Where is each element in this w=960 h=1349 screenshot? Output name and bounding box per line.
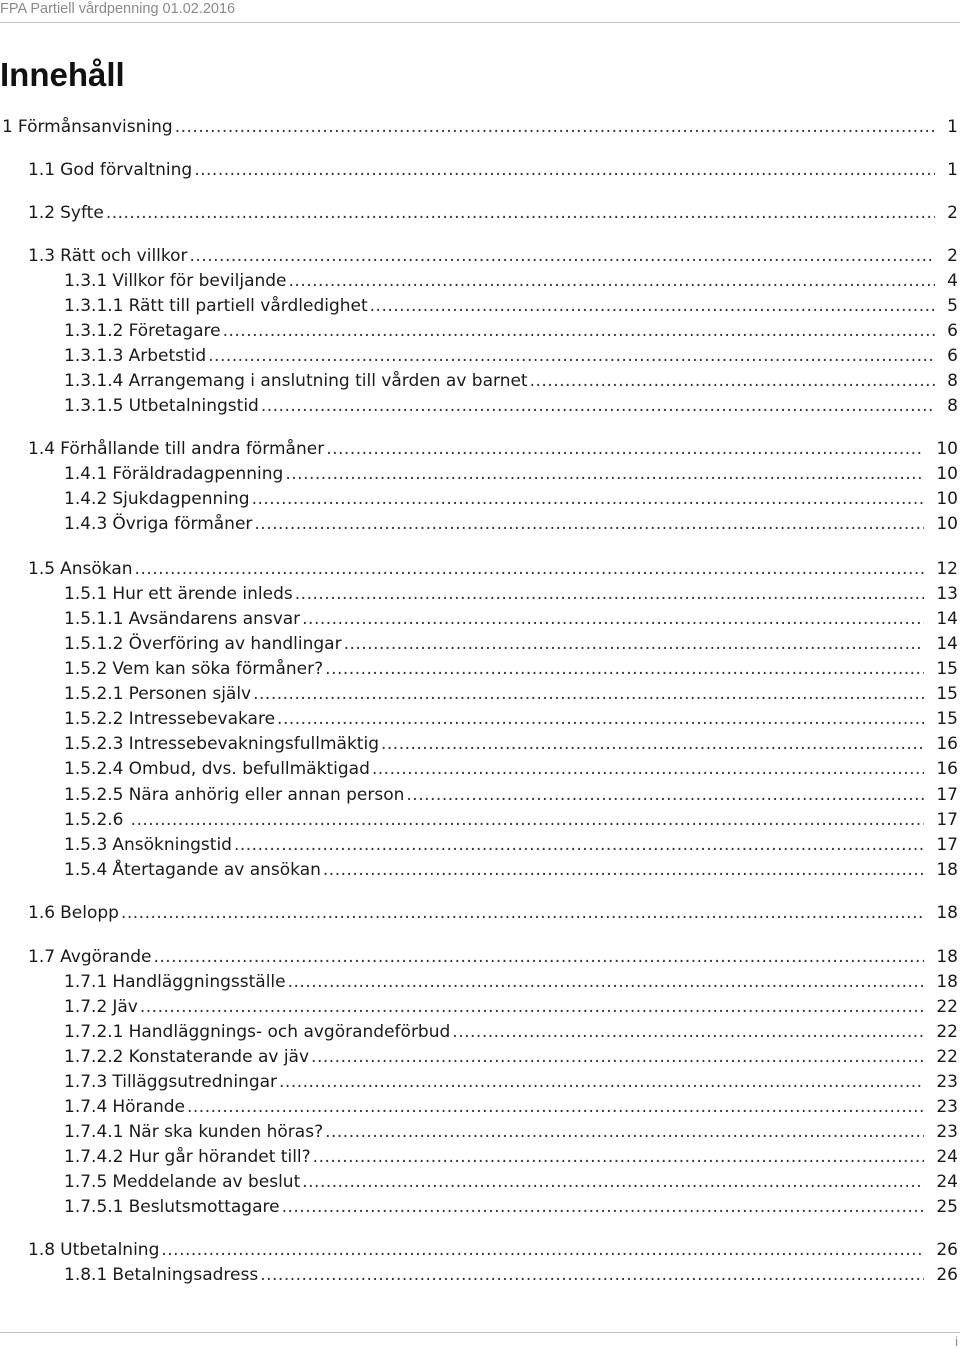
toc-entry-title: Överföring av handlingar [128, 634, 342, 654]
toc-dot-leader [302, 1170, 924, 1194]
toc-dot-leader [260, 1263, 924, 1287]
footer-divider [0, 1332, 960, 1333]
toc-entry-number: 1.1 [28, 160, 56, 180]
toc-entry[interactable] [64, 783, 958, 807]
toc-dot-leader [313, 1145, 925, 1169]
toc-entry[interactable] [64, 512, 958, 536]
toc-entry-number: 1.7 [28, 947, 56, 967]
toc-entry-page-number: 8 [947, 396, 958, 416]
toc-dot-leader [295, 582, 925, 606]
toc-entry-page-number: 15 [936, 684, 958, 704]
footer-page-number: i [955, 1334, 958, 1349]
toc-dot-leader [261, 394, 935, 418]
toc-dot-leader [121, 901, 924, 925]
toc-entry[interactable] [64, 1263, 958, 1287]
toc-dot-leader [372, 757, 924, 781]
toc-entry-number: 1.4.2 [64, 489, 108, 509]
toc-entry[interactable] [64, 1070, 958, 1094]
toc-dot-leader [370, 294, 936, 318]
toc-entry-title: Föräldradagpenning [112, 464, 284, 484]
toc-entry-number: 1.7.4.1 [64, 1122, 124, 1142]
toc-entry-number: 1.5.2.2 [64, 709, 124, 729]
toc-dot-leader [326, 437, 924, 461]
toc-entry-page-number: 18 [936, 860, 958, 880]
toc-entry-page-number: 24 [936, 1147, 958, 1167]
toc-dot-leader [131, 808, 925, 832]
toc-entry-title: Tilläggsutredningar [112, 1072, 278, 1092]
toc-entry[interactable] [2, 115, 958, 139]
toc-entry-number: 1.8.1 [64, 1265, 108, 1285]
toc-entry-page-number: 6 [947, 321, 958, 341]
toc-entry[interactable] [64, 970, 958, 994]
toc-dot-leader [161, 1238, 924, 1262]
toc-entry-title: Övriga förmåner [112, 514, 253, 534]
toc-dot-leader [285, 462, 924, 486]
toc-entry-title: God förvaltning [60, 160, 193, 180]
toc-dot-leader [289, 269, 936, 293]
toc-dot-leader [190, 244, 936, 268]
toc-entry-number: 1.7.2 [64, 997, 108, 1017]
toc-entry-title: Beslutsmottagare [128, 1197, 280, 1217]
toc-entry[interactable] [64, 1095, 958, 1119]
toc-entry-page-number: 10 [936, 464, 958, 484]
toc-entry-title: Utbetalningstid [128, 396, 259, 416]
toc-entry[interactable] [64, 1045, 958, 1069]
toc-dot-leader [208, 344, 935, 368]
toc-entry-title: Nära anhörig eller annan person [128, 785, 405, 805]
toc-entry-number: 1.7.3 [64, 1072, 108, 1092]
toc-entry[interactable] [64, 1145, 958, 1169]
toc-entry-number: 1.3.1.2 [64, 321, 124, 341]
toc-entry-page-number: 23 [936, 1097, 958, 1117]
toc-entry[interactable] [64, 732, 958, 756]
toc-entry-page-number: 26 [936, 1265, 958, 1285]
toc-entry-page-number: 14 [936, 609, 958, 629]
toc-dot-leader [223, 319, 936, 343]
toc-entry[interactable] [28, 557, 958, 581]
toc-entry-number: 1.7.5.1 [64, 1197, 124, 1217]
toc-entry-number: 1.4.1 [64, 464, 108, 484]
toc-entry[interactable] [64, 632, 958, 656]
toc-entry-title: Betalningsadress [112, 1265, 259, 1285]
toc-entry[interactable] [64, 808, 958, 832]
toc-dot-leader [234, 833, 924, 857]
toc-entry-page-number: 5 [947, 296, 958, 316]
toc-entry-title: Arbetstid [128, 346, 207, 366]
toc-entry-page-number: 23 [936, 1072, 958, 1092]
toc-entry-title: Ombud, dvs. befullmäktigad [128, 759, 370, 779]
toc-entry-page-number: 14 [936, 634, 958, 654]
toc-entry[interactable] [64, 1195, 958, 1219]
toc-entry-title: Hur ett ärende inleds [112, 584, 293, 604]
toc-entry-number: 1.5.2.3 [64, 734, 124, 754]
toc-entry-number: 1.5 [28, 559, 56, 579]
toc-dot-leader [279, 1070, 924, 1094]
toc-entry-title: Sjukdagpenning [112, 489, 250, 509]
toc-entry-number: 1 [2, 117, 13, 137]
toc-dot-leader [254, 512, 924, 536]
toc-entry-page-number: 6 [947, 346, 958, 366]
toc-entry[interactable] [64, 269, 958, 293]
toc-entry-number: 1.7.4.2 [64, 1147, 124, 1167]
toc-entry-number: 1.5.2.5 [64, 785, 124, 805]
toc-entry-page-number: 2 [947, 246, 958, 266]
toc-dot-leader [325, 1120, 924, 1144]
toc-dot-leader [140, 995, 925, 1019]
toc-entry[interactable] [64, 757, 958, 781]
toc-dot-leader [406, 783, 924, 807]
toc-entry[interactable] [64, 607, 958, 631]
toc-entry-title: När ska kunden höras? [128, 1122, 324, 1142]
toc-entry-number: 1.5.3 [64, 835, 108, 855]
toc-entry[interactable] [64, 582, 958, 606]
toc-entry[interactable] [64, 1170, 958, 1194]
toc-entry[interactable] [64, 858, 958, 882]
toc-entry[interactable] [64, 833, 958, 857]
toc-dot-leader [452, 1020, 924, 1044]
toc-dot-leader [135, 557, 925, 581]
toc-entry-page-number: 17 [936, 835, 958, 855]
toc-entry[interactable] [28, 158, 958, 182]
toc-dot-leader [277, 707, 924, 731]
toc-entry-title: Handläggningsställe [112, 972, 286, 992]
toc-dot-leader [381, 732, 924, 756]
toc-dot-leader [252, 487, 925, 511]
toc-entry-number: 1.3.1.3 [64, 346, 124, 366]
toc-entry-title: Personen själv [128, 684, 252, 704]
toc-entry[interactable] [64, 344, 958, 368]
toc-entry[interactable] [28, 201, 958, 225]
toc-entry-title: Utbetalning [60, 1240, 160, 1260]
toc-entry[interactable] [64, 707, 958, 731]
toc-entry[interactable] [28, 437, 958, 461]
toc-entry[interactable] [28, 901, 958, 925]
toc-entry-number: 1.5.2.6 [64, 810, 124, 830]
toc-entry-title: Konstaterande av jäv [128, 1047, 310, 1067]
toc-entry-title: Förhållande till andra förmåner [60, 439, 325, 459]
toc-entry-number: 1.4 [28, 439, 56, 459]
toc-entry-number: 1.3.1.1 [64, 296, 124, 316]
toc-entry-title: Hörande [112, 1097, 185, 1117]
toc-entry[interactable] [28, 945, 958, 969]
toc-dot-leader [194, 158, 935, 182]
toc-entry-title: Villkor för beviljande [112, 271, 287, 291]
toc-dot-leader [325, 657, 924, 681]
toc-entry-page-number: 22 [936, 1022, 958, 1042]
toc-entry-page-number: 15 [936, 709, 958, 729]
toc-entry[interactable] [64, 319, 958, 343]
toc-entry-title: Intressebevakningsfullmäktig [128, 734, 379, 754]
toc-dot-leader [288, 970, 925, 994]
toc-entry-number: 1.6 [28, 903, 56, 923]
toc-entry-title: Avsändarens ansvar [128, 609, 301, 629]
toc-entry-page-number: 25 [936, 1197, 958, 1217]
header-divider [0, 22, 960, 23]
toc-entry-page-number: 1 [947, 117, 958, 137]
toc-entry-number: 1.4.3 [64, 514, 108, 534]
toc-entry[interactable] [64, 369, 958, 393]
toc-entry-number: 1.8 [28, 1240, 56, 1260]
toc-dot-leader [187, 1095, 924, 1119]
toc-entry-page-number: 22 [936, 997, 958, 1017]
toc-entry-title: Avgörande [60, 947, 152, 967]
toc-entry-number: 1.2 [28, 203, 56, 223]
toc-entry-title: Meddelande av beslut [112, 1172, 301, 1192]
toc-dot-leader [106, 201, 935, 225]
toc-entry[interactable] [64, 657, 958, 681]
toc-entry-page-number: 18 [936, 947, 958, 967]
toc-entry-number: 1.5.1 [64, 584, 108, 604]
page-title: Innehåll [0, 56, 125, 93]
toc-entry[interactable] [64, 294, 958, 318]
toc-entry-page-number: 2 [947, 203, 958, 223]
toc-dot-leader [175, 115, 935, 139]
toc-entry-page-number: 16 [936, 759, 958, 779]
toc-entry-page-number: 18 [936, 903, 958, 923]
toc-dot-leader [302, 607, 924, 631]
toc-entry[interactable] [64, 682, 958, 706]
toc-entry-page-number: 22 [936, 1047, 958, 1067]
toc-entry[interactable] [28, 244, 958, 268]
toc-entry-page-number: 18 [936, 972, 958, 992]
toc-entry[interactable] [64, 995, 958, 1019]
toc-entry-title: Belopp [60, 903, 119, 923]
toc-entry-page-number: 10 [936, 514, 958, 534]
toc-dot-leader [323, 858, 924, 882]
toc-entry-page-number: 10 [936, 489, 958, 509]
toc-entry[interactable] [64, 1020, 958, 1044]
toc-entry-title: Handläggnings- och avgörandeförbud [128, 1022, 451, 1042]
toc-entry-title: Återtagande av ansökan [112, 860, 321, 880]
toc-entry-page-number: 12 [936, 559, 958, 579]
toc-entry-page-number: 23 [936, 1122, 958, 1142]
toc-entry-number: 1.7.1 [64, 972, 108, 992]
toc-entry-page-number: 15 [936, 659, 958, 679]
toc-entry-number: 1.3.1.4 [64, 371, 124, 391]
toc-dot-leader [253, 682, 924, 706]
toc-entry-title: Företagare [128, 321, 221, 341]
toc-dot-leader [153, 945, 924, 969]
toc-entry-number: 1.5.2 [64, 659, 108, 679]
toc-entry-page-number: 1 [947, 160, 958, 180]
toc-entry[interactable] [64, 487, 958, 511]
toc-entry[interactable] [64, 394, 958, 418]
toc-entry-title: Rätt och villkor [60, 246, 188, 266]
toc-entry-title: Förmånsanvisning [17, 117, 173, 137]
toc-entry-title: Jäv [112, 997, 138, 1017]
toc-entry[interactable] [64, 1120, 958, 1144]
toc-entry-title: Hur går hörandet till? [128, 1147, 311, 1167]
toc-entry-number: 1.5.4 [64, 860, 108, 880]
toc-entry-page-number: 17 [936, 785, 958, 805]
toc-entry-page-number: 4 [947, 271, 958, 291]
toc-entry-title: Intressebevakare [128, 709, 276, 729]
toc-entry-title: Syfte [60, 203, 104, 223]
toc-entry-number: 1.3.1 [64, 271, 108, 291]
toc-entry-title: Arrangemang i anslutning till vården av barnet [128, 371, 528, 391]
toc-entry-title: Ansökan [60, 559, 133, 579]
toc-entry[interactable] [28, 1238, 958, 1262]
toc-entry-number: 1.5.2.1 [64, 684, 124, 704]
toc-entry-page-number: 13 [936, 584, 958, 604]
toc-entry-page-number: 17 [936, 810, 958, 830]
toc-dot-leader [282, 1195, 925, 1219]
toc-entry-number: 1.5.2.4 [64, 759, 124, 779]
toc-entry-page-number: 8 [947, 371, 958, 391]
toc-dot-leader [530, 369, 936, 393]
toc-entry-title: Rätt till partiell vårdledighet [128, 296, 368, 316]
toc-entry-number: 1.7.2.1 [64, 1022, 124, 1042]
toc-dot-leader [344, 632, 925, 656]
toc-entry-page-number: 24 [936, 1172, 958, 1192]
toc-dot-leader [311, 1045, 924, 1069]
document-header: FPA Partiell vårdpenning 01.02.2016 [0, 1, 236, 17]
toc-entry-number: 1.3 [28, 246, 56, 266]
toc-entry-page-number: 26 [936, 1240, 958, 1260]
toc-entry-number: 1.5.1.2 [64, 634, 124, 654]
toc-entry-number: 1.7.4 [64, 1097, 108, 1117]
toc-entry-number: 1.7.2.2 [64, 1047, 124, 1067]
toc-entry-page-number: 10 [936, 439, 958, 459]
toc-entry-number: 1.7.5 [64, 1172, 108, 1192]
toc-entry-number: 1.3.1.5 [64, 396, 124, 416]
toc-entry-page-number: 16 [936, 734, 958, 754]
toc-entry[interactable] [64, 462, 958, 486]
toc-entry-title: Vem kan söka förmåner? [112, 659, 324, 679]
toc-entry-number: 1.5.1.1 [64, 609, 124, 629]
toc-entry-title: Ansökningstid [112, 835, 232, 855]
